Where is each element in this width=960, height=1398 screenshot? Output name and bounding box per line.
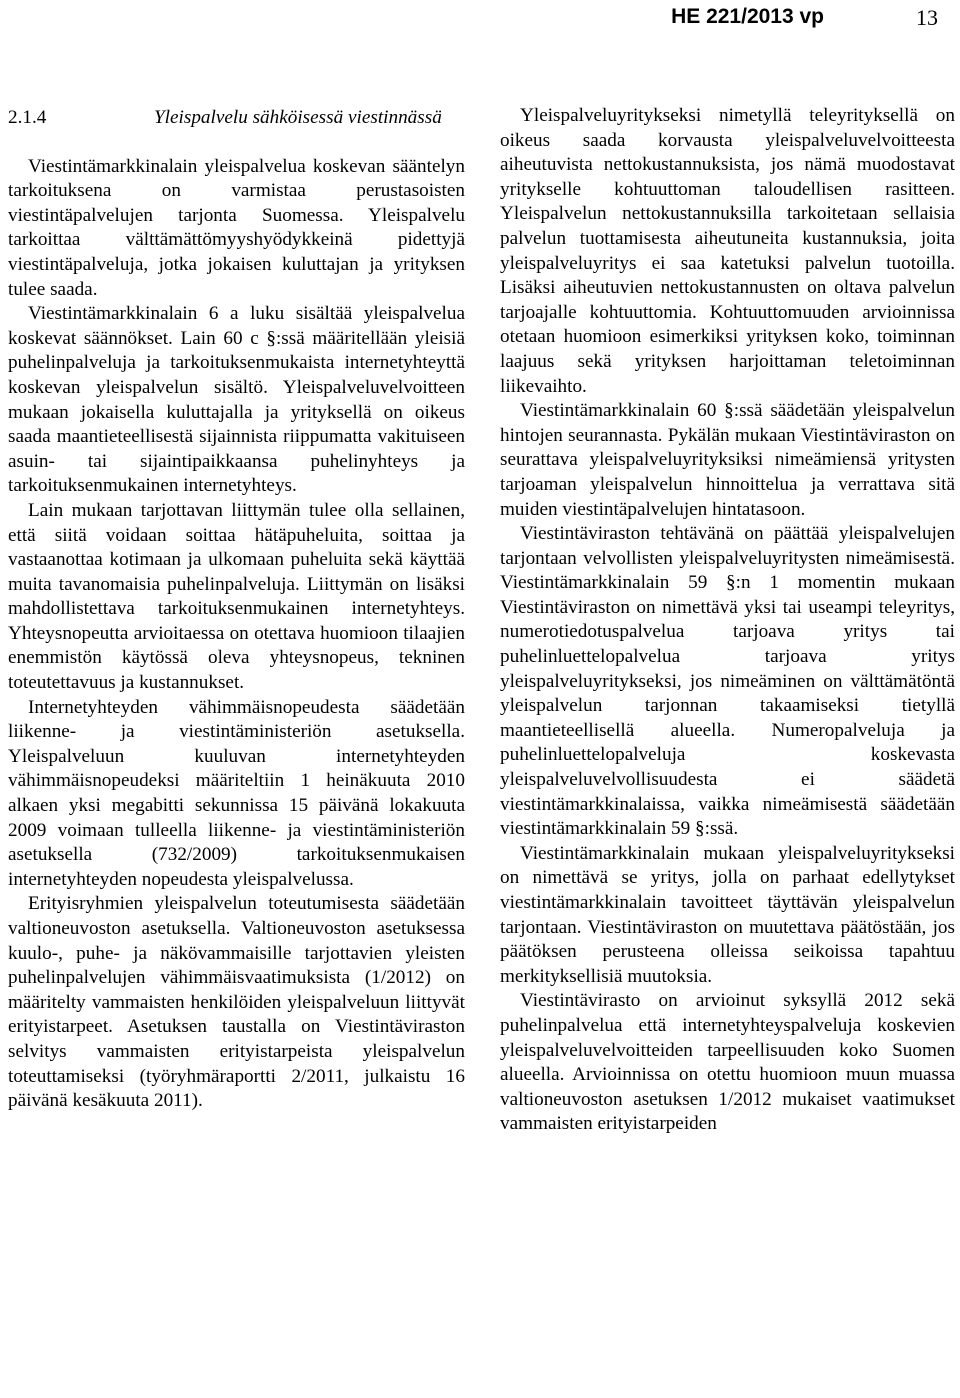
- section-heading: [8, 106, 465, 131]
- left-column: [8, 106, 465, 1114]
- section-number: 2.1.4: [8, 107, 47, 128]
- paragraph: Viestintämarkkinalain mukaan yleispalveluyritykseksi on nimettävä se yritys, jolla on parhaat edellytykset viestintämarkkinalain tavoitteet täyttävän yleispalvelun tarjontaan. Viestintäviraston on muutettava päätöstään, jos päätöksen perusteena olleissa seikoissa tapahtuu merkityksellisiä muutoksia.: [500, 842, 955, 987]
- paragraph: Erityisryhmien yleispalvelun toteutumisesta säädetään valtioneuvoston asetuksella. Valtioneuvoston asetuksessa kuulo-, puhe- ja näkövammaisille tarjottavien yleisten puhelinpalvelujen vähimmäisvaatimuksista (1/2012) on määritelty vammaisten henkilöiden yleispalveluun liittyvät erityistarpeet. Asetuksen taustalla on Viestintäviraston selvitys vammaisten erityistarpeista yleispalvelun toteuttamiseksi (työryhmäraportti 2/2011, julkaistu 16 päivänä kesäkuuta 2011).: [8, 893, 465, 1112]
- paragraph: Yleispalveluyritykseksi nimetyllä teleyrityksellä on oikeus saada korvausta yleispalveluvelvoitteesta aiheutuvista nettokustannuksista, jos nämä muodostavat yritykselle kohtuuttoman taloudellisen rasitteen. Yleispalvelun nettokustannuksilla tarkoitetaan sellaisia palvelun tuottamisesta aiheutuneita kustannuksia, joita yleispalveluyritys ei saa katetuksi palvelun tuotoilla. Lisäksi aiheutuvien nettokustannusten on oltava palvelun tarjoajalle kohtuuttomia. Kohtuuttomuuden arvioinnissa otetaan huomioon esimerkiksi yrityksen koko, toiminnan laajuus sekä yrityksen harjoittaman teletoiminnan liikevaihto.: [500, 105, 955, 397]
- section-title: Yleispalvelu sähköisessä viestinnässä: [154, 107, 442, 128]
- document-id: HE 221/2013 vp: [671, 5, 824, 28]
- paragraph: Viestintäviraston tehtävänä on päättää yleispalvelujen tarjontaan velvollisten yleispalveluyritysten nimeämisestä. Viestintämarkkinalain 59 §:n 1 momentin mukaan Viestintäviraston on nimettävä yksi tai useampi teleyritys, numerotiedotuspalvelua tarjoava yritys tai puhelinluettelopalvelua tarjoava yritys yleispalveluyritykseksi, jos nimeäminen on välttämätöntä yleispalvelun tarjonnan takaamiseksi tietyllä maantieteellisellä alueella. Numeropalveluja ja puhelinluettelopalveluja koskevasta yleispalveluvelvollisuudesta ei säädetä viestintämarkkinalaissa, vaikka nimeämisestä säädetään viestintämarkkinalain 59 §:ssä.: [500, 523, 955, 840]
- paragraph: Viestintämarkkinalain 6 a luku sisältää yleispalvelua koskevat säännökset. Lain 60 c §:ssä määritellään yleisiä puhelinpalveluja ja tarkoituksenmukaista internetyhteyttä koskevan yleispalvelun sisältö. Yleispalveluvelvoitteen mukaan jokaisella kuluttajalla ja yrityksellä on oikeus saada maantieteellisestä sijainnista riippumatta vakituiseen asuin- tai sijaintipaikkaansa puhelinyhteys ja tarkoituksenmukainen internetyhteys.: [8, 303, 465, 497]
- right-column: [500, 104, 955, 1137]
- paragraph: Internetyhteyden vähimmäisnopeudesta säädetään liikenne- ja viestintäministeriön asetuksella. Yleispalveluun kuuluvan internetyhteyden vähimmäisnopeudeksi määriteltiin 1 heinäkuuta 2010 alkaen yksi megabitti sekunnissa 15 päivänä lokakuuta 2009 voimaan tulleella liikenne- ja viestintäministeriön asetuksella (732/2009) tarkoituksenmukaisen internetyhteyden nopeudesta yleispalvelussa.: [8, 696, 465, 890]
- page-header: [671, 5, 938, 31]
- paragraph: Viestintävirasto on arvioinut syksyllä 2012 sekä puhelinpalvelua että internetyhteyspalveluja koskevien yleispalveluvelvoitteiden tarpeellisuuden koko Suomen alueella. Arvioinnissa on otettu huomioon muun muassa valtioneuvoston asetuksen 1/2012 mukaiset vaatimukset vammaisten erityistarpeiden: [500, 990, 955, 1135]
- paragraph: Lain mukaan tarjottavan liittymän tulee olla sellainen, että siitä voidaan soittaa hätäpuheluita, soittaa ja vastaanottaa kotimaan ja ulkomaan puheluita sekä käyttää muita tavanomaisia puhelinpalveluja. Liittymän on lisäksi mahdollistettava tarkoituksenmukainen internetyhteys. Yhteysnopeutta arvioitaessa on otettava huomioon tilaajien enemmistön käytössä oleva yhteysnopeus, tekninen toteutettavuus ja kustannukset.: [8, 499, 465, 694]
- paragraph: Viestintämarkkinalain yleispalvelua koskevan sääntelyn tarkoituksena on varmistaa perustasoisten viestintäpalvelujen tarjonta Suomessa. Yleispalvelu tarkoittaa välttämättömyyshyödykkeinä pidettyjä viestintäpalveluja, jotka jokaisen kuluttajan ja yrityksen tulee saada.: [8, 155, 465, 300]
- page-number: 13: [916, 5, 938, 30]
- paragraph: Viestintämarkkinalain 60 §:ssä säädetään yleispalvelun hintojen seurannasta. Pykälän mukaan Viestintäviraston on seurattava yleispalveluyrityksiksi nimeämiensä yritysten tarjoaman yleispalvelun hinnoittelua ja verrattava sitä muiden viestintäpalvelujen hintatasoon.: [500, 400, 955, 520]
